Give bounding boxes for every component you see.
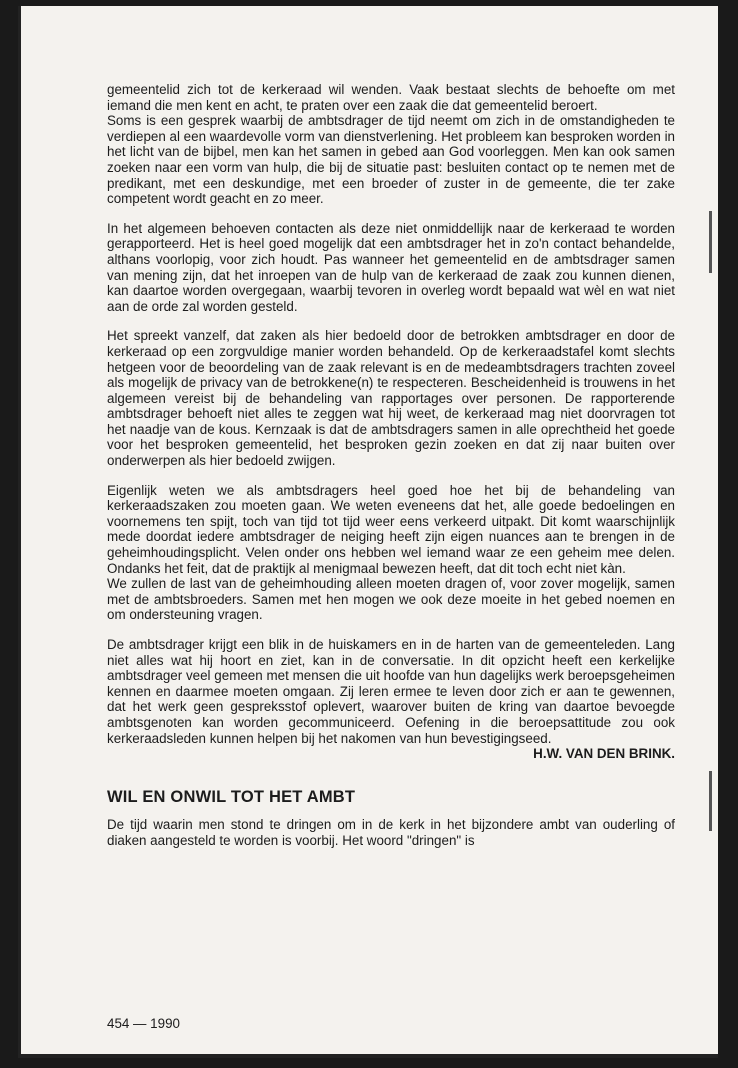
binding-mark-bottom: [709, 771, 712, 831]
paragraph-6: We zullen de last van de geheimhouding alleen moeten dragen of, voor zover mogelijk, samen met de ambtsbroeders. Samen met hen mogen we ook deze moeite in het gebed noemen en om ondersteuning vragen.: [107, 576, 675, 623]
paragraph-3: In het algemeen behoeven contacten als deze niet onmiddellijk naar de kerkeraad te worden gerapporteerd. Het is heel goed mogelijk dat een ambtsdrager het in zo'n contact behandelde, althans voorlopig, voor zich houdt. Pas wanneer het gemeentelid en de ambtsdrager samen van mening zijn, dat het inroepen van de hulp van de kerkeraad de zaak zou kunnen dienen, kan daartoe worden overgegaan, waarbij tevoren in overleg wordt bepaald wat wèl en wat niet aan de orde zal worden gesteld.: [107, 220, 675, 314]
next-article-paragraph: De tijd waarin men stond te dringen om in de kerk in het bijzondere ambt van ouderling of diaken aangesteld te worden is voorbij. Het woord "dringen" is: [107, 817, 675, 848]
paragraph-7: De ambtsdrager krijgt een blik in de huiskamers en in de harten van de gemeenteleden. Lang niet alles wat hij hoort en ziet, kan in de conversatie. In dit opzicht heeft een kerkelijke ambtsdrager veel gemeen met mensen die uit hoofde van hun dagelijks werk beroepsgeheimen kennen en daarmee moeten omgaan. Zij leren ermee te leven door zich er aan te gewennen, dat het werk geen gespreksstof oplevert, waarover buiten de kring van daartoe bevoegde ambtsgenoten kan worden gecommuniceerd. Oefening in die beroepsattitude zou ook kerkeraadsleden kunnen helpen bij het nakomen van hun bevestigingseed.: [107, 637, 675, 746]
page-sheet: [18, 6, 718, 1058]
article-body: [107, 82, 675, 863]
paragraph-4: Het spreekt vanzelf, dat zaken als hier bedoeld door de betrokken ambtsdrager en door de kerkeraad op een zorgvuldige manier worden behandeld. Op de kerkeraadstafel komt slechts hetgeen voor de beoordeling van de zaak relevant is en de medeambtsdragers trachten zoveel als mogelijk de privacy van de betrokkene(n) te respecteren. Bescheidenheid is trouwens in het algemeen vereist bij de behandeling van rapportages over personen. De rapporterende ambtsdrager behoeft niet alles te zeggen wat hij weet, de kerkeraad mag niet doorvragen tot het naadje van de kous. Kernzaak is dat de ambtsdragers samen in alle oprechtheid het goede voor het besproken gemeentelid, het besproken gezin zoeken en dat zij naar buiten over onderwerpen als hier bedoeld zwijgen.: [107, 328, 675, 469]
next-article-heading: WIL EN ONWIL TOT HET AMBT: [107, 787, 356, 806]
author-signature: H.W. VAN DEN BRINK.: [533, 746, 675, 762]
binding-mark-top: [709, 211, 712, 273]
page-number: 454 — 1990: [107, 1016, 180, 1031]
paragraph-2: Soms is een gesprek waarbij de ambtsdrager de tijd neemt om zich in de omstandigheden te verdiepen al een waardevolle vorm van dienstverlening. Het probleem kan besproken worden in het licht van de bijbel, men kan het samen in gebed aan God voorleggen. Men kan ook samen zoeken naar een vorm van hulp, die bij de situatie past: besluiten contact op te nemen met de predikant, met een deskundige, met een broeder of zuster in de gemeente, die ter zake competent wordt geacht en zo meer.: [107, 113, 675, 207]
paragraph-5: Eigenlijk weten we als ambtsdragers heel goed hoe het bij de behandeling van kerkeraadszaken zou moeten gaan. We weten eveneens dat het, alle goede bedoelingen en voornemens ten spijt, toch van tijd tot tijd weer eens verkeerd uitpakt. Dit komt waarschijnlijk mede doordat iedere ambtsdrager de neiging heeft zijn eigen nuances aan te brengen in de geheimhoudingsplicht. Velen onder ons hebben wel iemand waar ze een geheim mee delen. Ondanks het feit, dat de praktijk al menigmaal bewezen heeft, dat dit toch echt niet kàn.: [107, 482, 675, 576]
paragraph-1: gemeentelid zich tot de kerkeraad wil wenden. Vaak bestaat slechts de behoefte om met iemand die men kent en acht, te praten over een zaak die dat gemeentelid beroert.: [107, 82, 675, 113]
